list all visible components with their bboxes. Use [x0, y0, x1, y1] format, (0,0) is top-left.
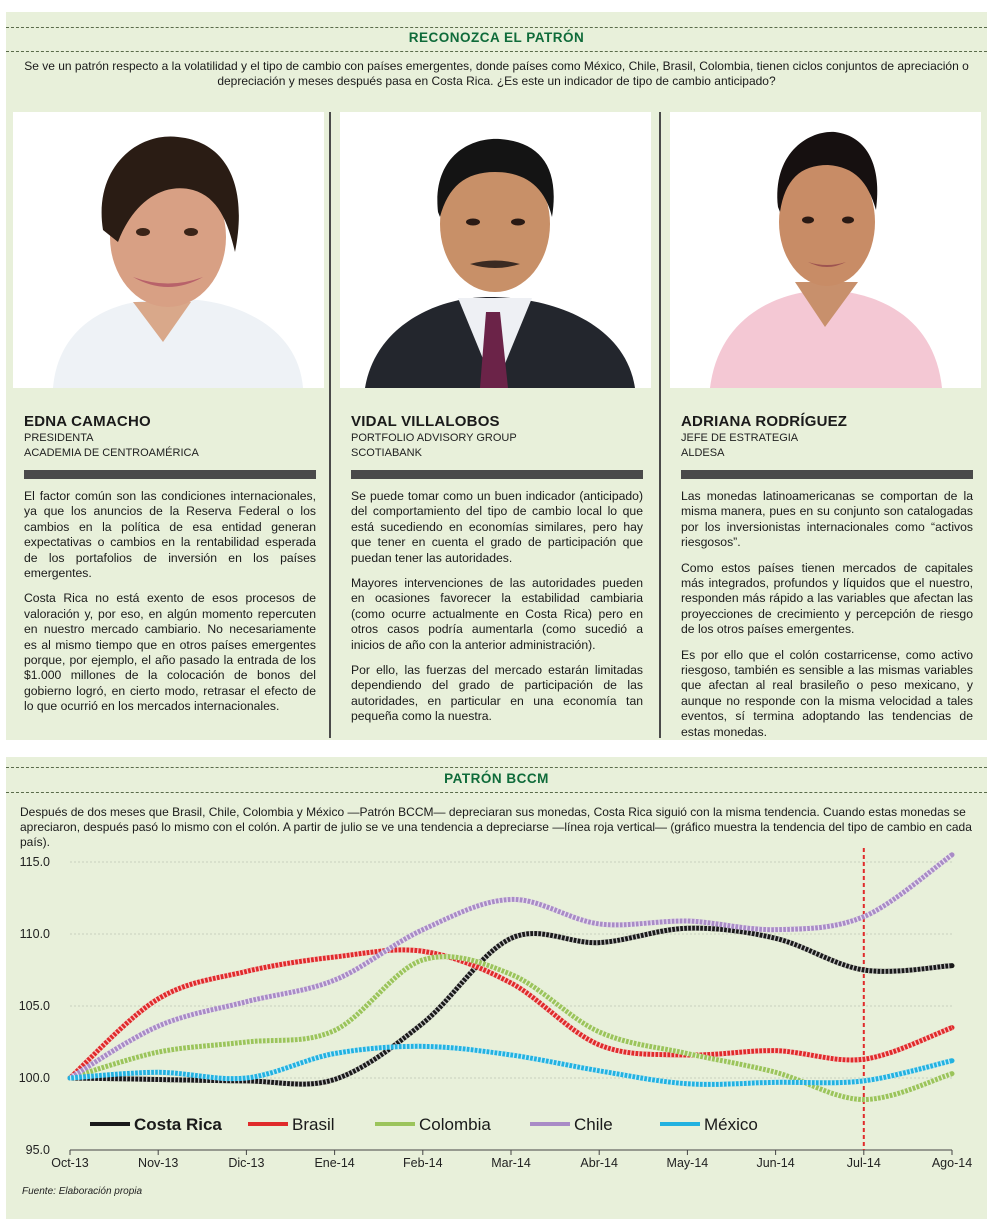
separator-bar [351, 470, 643, 479]
expert-name: VIDAL VILLALOBOS [351, 413, 500, 430]
x-tick-label: Jul-14 [846, 1156, 881, 1170]
expert-name: ADRIANA RODRÍGUEZ [681, 413, 848, 430]
y-tick-label: 105.0 [18, 999, 50, 1013]
quote-paragraph: Se puede tomar como un buen indicador (anticipado) del comportamiento del tipo de cambio local lo que está sucediendo en economías similares, pero hay que tener en cuenta el grado de participación que puedan tener las autoridades. [351, 489, 643, 565]
quote-paragraph: Las monedas latinoamericanas se comportan de la misma manera, pues en su conjunto son catalogadas por los inversionistas internacionales como “activos riesgosos”. [681, 489, 973, 550]
legend-label-brasil: Brasil [292, 1115, 335, 1134]
x-tick-label: Jun-14 [756, 1156, 795, 1170]
section-title [6, 30, 987, 45]
column-separator [659, 112, 661, 738]
divider [6, 27, 987, 28]
portrait-photo-1 [13, 112, 324, 388]
y-tick-label: 95.0 [25, 1143, 50, 1157]
x-tick-label: Ago-14 [931, 1156, 973, 1170]
x-tick-label: Mar-14 [491, 1156, 531, 1170]
legend-label-costa-rica: Costa Rica [134, 1115, 222, 1134]
divider [6, 51, 987, 52]
section-patron-bccm [6, 757, 987, 1219]
expert-organization: ALDESA [681, 447, 725, 459]
x-tick-label: May-14 [666, 1156, 709, 1170]
x-tick-label: Ene-14 [314, 1156, 355, 1170]
expert-quote [24, 489, 316, 725]
x-tick-label: Dic-13 [228, 1156, 265, 1170]
expert-organization: SCOTIABANK [351, 447, 422, 459]
divider [6, 767, 987, 768]
expert-role: PORTFOLIO ADVISORY GROUP [351, 432, 517, 444]
section-title-text: RECONOZCA EL PATRÓN [399, 30, 595, 45]
expert-quote [681, 489, 973, 750]
quote-paragraph: Por ello, las fuerzas del mercado estarán limitadas dependiendo del grado de participación de las autoridades, en particular en una economía tan pequeña como la nuestra. [351, 663, 643, 724]
separator-bar [24, 470, 316, 479]
expert-name: EDNA CAMACHO [24, 413, 151, 430]
quote-paragraph: El factor común son las condiciones internacionales, ya que los anuncios de la Reserva Federal o los cambios en la política de esa entidad generan expectativas o cambios en la rentabilidad esperada de los portafolios de inversión en los países emergentes. [24, 489, 316, 581]
chart-source: Fuente: Elaboración propia [22, 1186, 143, 1197]
expert-role: JEFE DE ESTRATEGIA [681, 432, 799, 444]
expert-quote [351, 489, 643, 735]
chart-intro: Después de dos meses que Brasil, Chile, Colombia y México —Patrón BCCM— depreciaran sus monedas, Costa Rica siguió con la misma tendencia. Cuando estas monedas se apreciaron, después pasó lo mismo con el colón. A partir de julio se ve una tendencia a depreciarse —línea roja vertical— (gráfico muestra la tendencia del tipo de cambio en cada país). [20, 805, 972, 849]
separator-bar [681, 470, 973, 479]
column-separator [329, 112, 331, 738]
x-tick-label: Nov-13 [138, 1156, 179, 1170]
quote-paragraph: Costa Rica no está exento de esos procesos de valoración y, por eso, en algún momento repercuten en nuestro mercado cambiario. No necesariamente es al mismo tiempo que en otros países emergentes porque, por ejemplo, el año pasado la entrada de los $1.000 millones de la colocación de bonos del gobierno logró, en cierto modo, retrasar el efecto de lo que ocurrió en los mercados internacionales. [24, 591, 316, 714]
section-intro: Se ve un patrón respecto a la volatilidad y el tipo de cambio con países emergentes, donde países como México, Chile, Brasil, Colombia, tienen ciclos conjuntos de apreciación o depreciación y meses después pasa en Costa Rica. ¿Es este un indicador de tipo de cambio anticipado? [24, 59, 969, 88]
section-reconozca [6, 12, 987, 740]
portrait-photo-2 [340, 112, 651, 388]
legend-label-mexico: México [704, 1115, 758, 1134]
quote-paragraph: Es por ello que el colón costarricense, como activo riesgoso, también es sensible a las mismas variables que afectan al real brasileño o peso mexicano, y aunque no responde con la misma velocidad a tales eventos, sí termina adoptando las tendencias de estas monedas. [681, 647, 973, 739]
quote-paragraph: Como estos países tienen mercados de capitales más integrados, profundos y líquidos que el nuestro, responden más rápido a las variables que afectan las proyecciones de crecimiento y percepción de riesgo de los otros países emergentes. [681, 560, 973, 637]
y-tick-label: 110.0 [19, 927, 50, 941]
expert-organization: ACADEMIA DE CENTROAMÉRICA [24, 447, 199, 459]
divider [6, 792, 987, 793]
legend-label-colombia: Colombia [419, 1115, 491, 1134]
y-tick-label: 100.0 [18, 1071, 50, 1085]
legend-label-chile: Chile [574, 1115, 613, 1134]
expert-role: PRESIDENTA [24, 432, 94, 444]
x-tick-label: Abr-14 [580, 1156, 618, 1170]
x-tick-label: Oct-13 [51, 1156, 89, 1170]
portrait-photo-3 [670, 112, 981, 388]
section-title [6, 771, 987, 786]
x-tick-label: Feb-14 [402, 1156, 443, 1170]
quote-paragraph: Mayores intervenciones de las autoridades pueden en ocasiones favorecer la estabilidad cambiaria (como ocurre actualmente en Costa Rica) pero en otros casos podría aumentarla (como sucedió a inicios de año con la anterior administración). [351, 576, 643, 652]
section-title-text: PATRÓN BCCM [434, 771, 559, 786]
y-tick-label: 115.0 [19, 855, 50, 869]
